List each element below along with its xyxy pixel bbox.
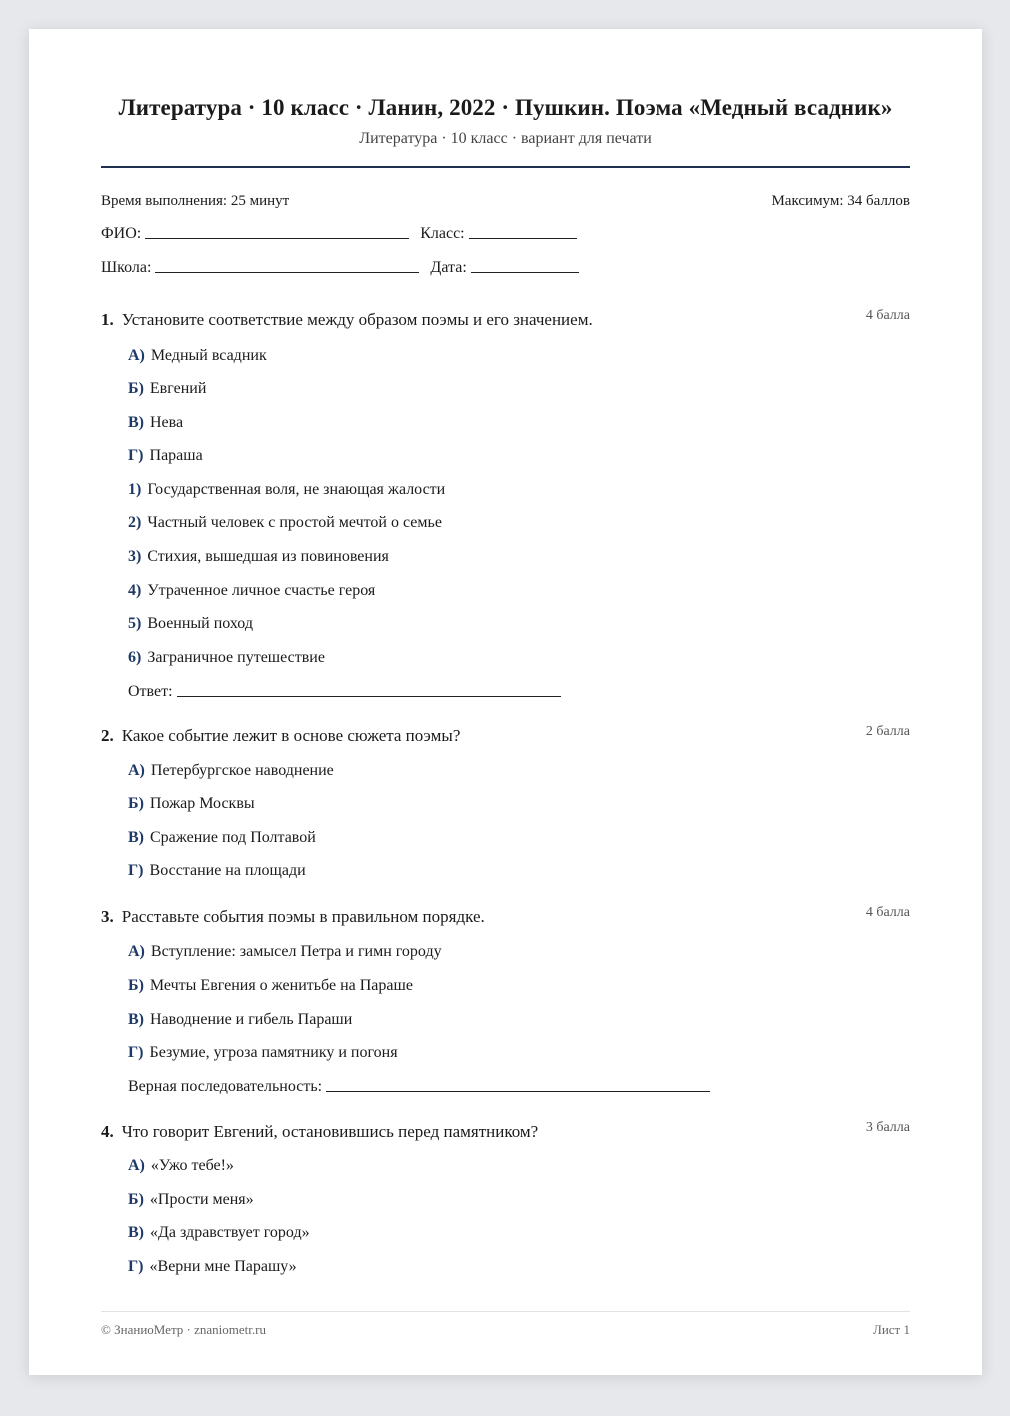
meta-row bbox=[101, 193, 910, 210]
question-text: Что говорит Евгений, остановившись перед памятником? bbox=[121, 1122, 539, 1141]
question-number: 2. bbox=[101, 726, 114, 745]
answer-row bbox=[128, 683, 572, 701]
header-divider bbox=[101, 166, 910, 168]
question-4 bbox=[101, 1122, 910, 1142]
worksheet-page bbox=[29, 29, 982, 1375]
footer bbox=[101, 1322, 910, 1338]
footer-copyright: © ЗнаниоМетр · znaniometr.ru bbox=[101, 1322, 266, 1337]
option-item: Б) Евгений bbox=[128, 380, 207, 397]
option-item: Г) «Верни мне Парашу» bbox=[128, 1258, 297, 1275]
class-label: Класс: bbox=[420, 225, 465, 242]
footer-divider bbox=[101, 1311, 910, 1312]
class-line[interactable] bbox=[469, 237, 577, 239]
option-item: 2) Частный человек с простой мечтой о семье bbox=[128, 514, 442, 531]
option-item: 4) Утраченное личное счастье героя bbox=[128, 582, 376, 599]
question-points: 3 балла bbox=[865, 1120, 910, 1135]
page-subtitle: Литература · 10 класс · вариант для печати bbox=[359, 130, 652, 147]
question-text: Установите соответствие между образом поэмы и его значением. bbox=[121, 310, 593, 329]
question-1 bbox=[101, 310, 910, 330]
answer-line[interactable] bbox=[177, 695, 561, 697]
option-item: А) Вступление: замысел Петра и гимн городу bbox=[128, 943, 442, 960]
page-title: Литература · 10 класс · Ланин, 2022 · Пушкин. Поэма «Медный всадник» bbox=[118, 95, 893, 120]
option-item: А) Петербургское наводнение bbox=[128, 762, 334, 779]
date-label: Дата: bbox=[430, 259, 467, 276]
school-line[interactable] bbox=[155, 271, 419, 273]
option-item: А) Медный всадник bbox=[128, 347, 267, 364]
fio-label: ФИО: bbox=[101, 225, 142, 242]
footer-page-number: Лист 1 bbox=[873, 1322, 910, 1337]
question-text: Расставьте события поэмы в правильном порядке. bbox=[121, 907, 485, 926]
option-item: 1) Государственная воля, не знающая жалости bbox=[128, 481, 446, 498]
option-item: Г) Параша bbox=[128, 447, 203, 464]
max-score: Максимум: 34 баллов bbox=[771, 193, 910, 209]
option-item: Б) Мечты Евгения о женитьбе на Параше bbox=[128, 977, 413, 994]
question-number: 4. bbox=[101, 1122, 114, 1141]
question-3 bbox=[101, 907, 910, 927]
option-item: В) Сражение под Полтавой bbox=[128, 829, 316, 846]
fio-line[interactable] bbox=[145, 237, 409, 239]
answer-label: Ответ: bbox=[128, 683, 173, 700]
answer-line[interactable] bbox=[326, 1090, 710, 1092]
time-limit: Время выполнения: 25 минут bbox=[101, 193, 290, 209]
option-item: Б) «Прости меня» bbox=[128, 1191, 254, 1208]
question-points: 4 балла bbox=[865, 308, 910, 323]
school-label: Школа: bbox=[101, 259, 152, 276]
question-text: Какое событие лежит в основе сюжета поэмы? bbox=[121, 726, 461, 745]
question-number: 1. bbox=[101, 310, 114, 329]
date-line[interactable] bbox=[471, 271, 579, 273]
answer-row bbox=[128, 1078, 721, 1096]
option-item: А) «Ужо тебе!» bbox=[128, 1157, 234, 1174]
answer-label: Верная последовательность: bbox=[128, 1078, 323, 1095]
option-item: В) «Да здравствует город» bbox=[128, 1224, 310, 1241]
fields-row-2 bbox=[101, 259, 590, 277]
question-points: 2 балла bbox=[865, 724, 910, 739]
option-item: В) Наводнение и гибель Параши bbox=[128, 1011, 353, 1028]
question-2 bbox=[101, 726, 910, 746]
option-item: Г) Восстание на площади bbox=[128, 862, 306, 879]
option-item: Г) Безумие, угроза памятнику и погоня bbox=[128, 1044, 398, 1061]
option-item: 5) Военный поход bbox=[128, 615, 253, 632]
option-item: Б) Пожар Москвы bbox=[128, 795, 255, 812]
question-number: 3. bbox=[101, 907, 114, 926]
option-item: 3) Стихия, вышедшая из повиновения bbox=[128, 548, 389, 565]
option-item: 6) Заграничное путешествие bbox=[128, 649, 325, 666]
question-points: 4 балла bbox=[865, 905, 910, 920]
fields-row-1 bbox=[101, 225, 588, 243]
option-item: В) Нева bbox=[128, 414, 184, 431]
